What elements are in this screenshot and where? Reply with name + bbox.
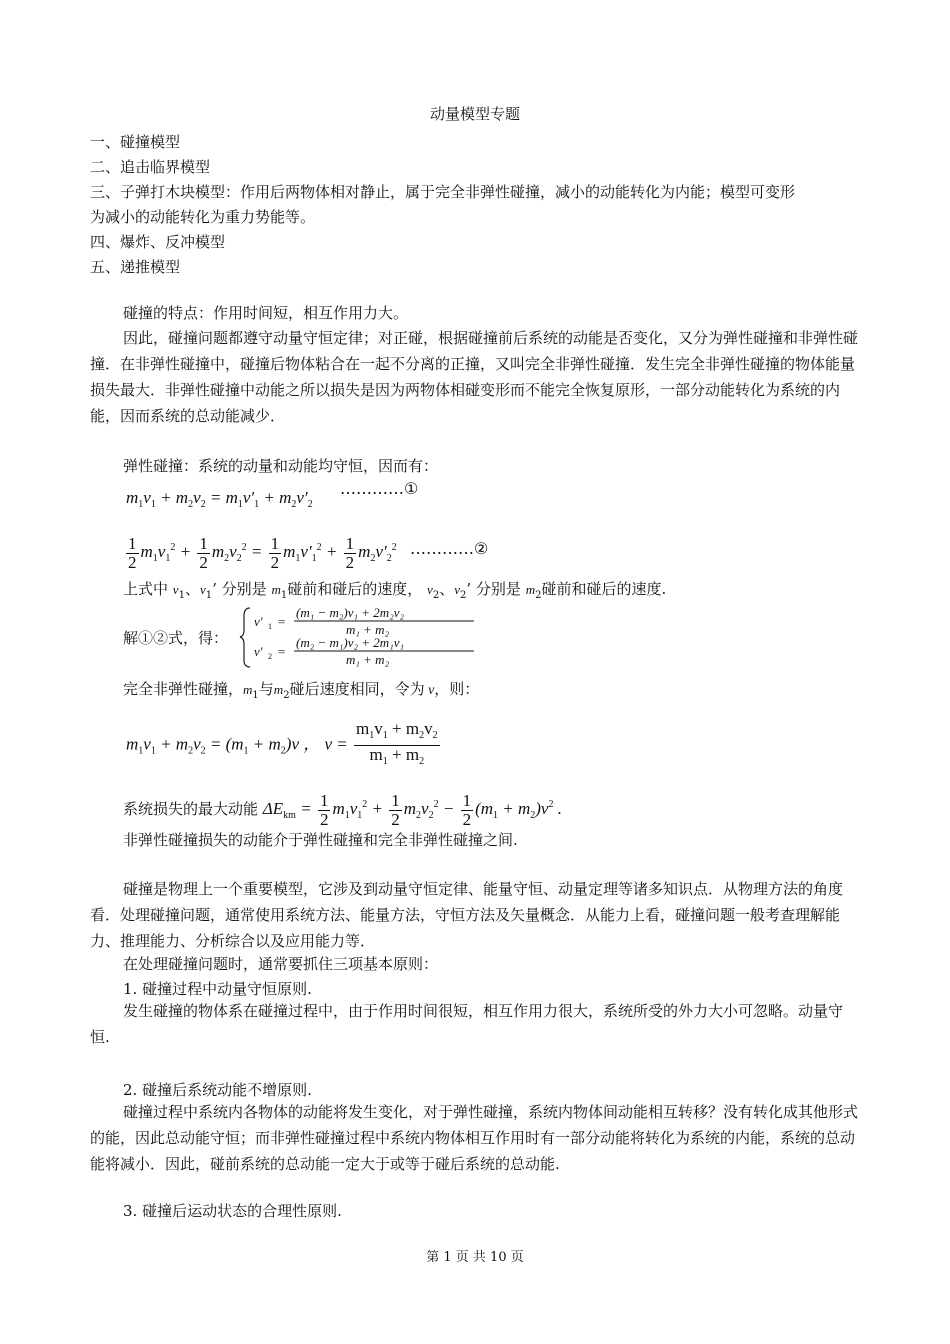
paragraph-features: 碰撞的特点：作用时间短，相互作用力大。 — [123, 304, 409, 322]
svg-text:=: = — [278, 644, 286, 659]
svg-text:1: 1 — [268, 622, 272, 631]
svg-text:(m₂ − m₁)v₂ + 2m₁v₁: (m₂ − m₁)v₂ + 2m₁v₁ — [296, 635, 405, 650]
svg-text:2: 2 — [268, 652, 272, 661]
outline-item-3: 三、子弹打木块模型：作用后两物体相对静止，属于完全非弹性碰撞，减小的动能转化为内能；模型可变形 — [90, 183, 796, 201]
equation-common-velocity: $m_1v_1 + m_2v_2 = (m_1 + m_2)v$ ， v = $\frac{m_1v_1 + m_2v_2}{m_1 + m_2}$ — [126, 719, 438, 767]
paragraph-energy-loss: 系统损失的最大动能 $\Delta E_{km}$ = $\frac{1}{2}$ $m_1v_1^2$ + $\frac{1}{2}$ $m_2v_2^2$ − $\frac{1}{2}$ $(m_1 + m_2)v^2$ . — [123, 790, 562, 829]
paragraph-elastic: 弹性碰撞：系统的动量和动能均守恒，因而有： — [123, 457, 439, 475]
svg-text:m₁ + m₂: m₁ + m₂ — [346, 622, 390, 637]
outline-item-1: 一、碰撞模型 — [90, 133, 181, 151]
outline-item-3-cont: 为减小的动能转化为重力势能等。 — [90, 208, 316, 226]
outline-item-4: 四、爆炸、反冲模型 — [90, 233, 226, 251]
paragraph-between: 非弹性碰撞损失的动能介于弹性碰撞和完全非弹性碰撞之间. — [123, 831, 518, 849]
outline-item-5: 五、递推模型 — [90, 258, 181, 276]
outline-item-2: 二、追击临界模型 — [90, 158, 211, 176]
svg-text:=: = — [278, 614, 286, 629]
paragraph-solve: 解①②式，得： — [123, 629, 229, 647]
solution-system — [238, 604, 498, 674]
svg-text:v′: v′ — [254, 614, 263, 629]
svg-text:(m₁ − m₂)v₁ + 2m₂v₂: (m₁ − m₂)v₁ + 2m₂v₂ — [296, 605, 405, 620]
equation-momentum: $m_1v_1 + m_2v_2 = m_1v'_1 + m_2v'_2$ — [126, 488, 313, 510]
principle-1-title: 1. 碰撞过程中动量守恒原则. — [123, 980, 312, 998]
paragraph-therefore: 因此，碰撞问题都遵守动量守恒定律；对正碰，根据碰撞前后系统的动能是否变化，又分为弹性碰撞和非弹性碰撞．在非弹性碰撞中，碰撞后物体粘合在一起不分离的正撞，又叫完全非弹性碰撞．发生完全非弹性碰撞的物体能量损失最大．非弹性碰撞中动能之所以损失是因为两物体相碰变形而不能完全恢复原形，一部分动能转化为系统的内能，因而系统的总动能减少． — [90, 329, 859, 425]
equation-tag-1: …………① — [340, 479, 419, 498]
principle-2-body: 碰撞过程中系统内各物体的动能将发生变化，对于弹性碰撞，系统内物体间动能相互转移？没有转化成其他形式的能，因此总动能守恒；而非弹性碰撞过程中系统内物体相互作用时有一部分动能将转化为系统的内能，系统的总动能将减小．因此，碰前系统的总动能一定大于或等于碰后系统的总动能. — [90, 1103, 859, 1173]
svg-text:v′: v′ — [254, 644, 263, 659]
equation-tag-2: …………② — [410, 539, 489, 558]
principle-3-title: 3. 碰撞后运动状态的合理性原则. — [123, 1202, 342, 1220]
paragraph-model: 碰撞是物理上一个重要模型，它涉及到动量守恒定律、能量守恒、动量定理等诸多知识点．从物理方法的角度看．处理碰撞问题，通常使用系统方法、能量方法，守恒方法及矢量概念．从能力上看，碰撞问题一般考查理解能力、推理能力、分析综合以及应用能力等． — [90, 880, 844, 950]
paragraph-principles: 在处理碰撞问题时，通常要抓住三项基本原则： — [123, 955, 439, 973]
equation-energy: $\frac{1}{2}$ $m_1v_1^2$ + $\frac{1}{2}$ $m_2v_2^2$ = $\frac{1}{2}$ $m_1v'_1^2$ + $\frac{1}{2}$ $m_2v'_2^2$ — [128, 533, 397, 572]
page-title: 动量模型专题 — [429, 105, 520, 123]
svg-text:m₁ + m₂: m₁ + m₂ — [346, 652, 390, 667]
paragraph-where: 上式中 $v_1$、$v_1$’ 分别是 $m_1$碰前和碰后的速度， $v_2$、$v_2$’ 分别是 $m_2$碰前和碰后的速度. — [123, 580, 667, 601]
principle-2-title: 2. 碰撞后系统动能不增原则. — [123, 1081, 312, 1099]
paragraph-inelastic: 完全非弹性碰撞，$m_1$与$m_2$碰后速度相同，令为 v，则： — [123, 680, 480, 701]
page-footer: 第 1 页 共 10 页 — [426, 1250, 524, 1265]
principle-1-body: 发生碰撞的物体系在碰撞过程中，由于作用时间很短，相互作用力很大，系统所受的外力大小可忽略。动量守恒. — [90, 1002, 844, 1046]
